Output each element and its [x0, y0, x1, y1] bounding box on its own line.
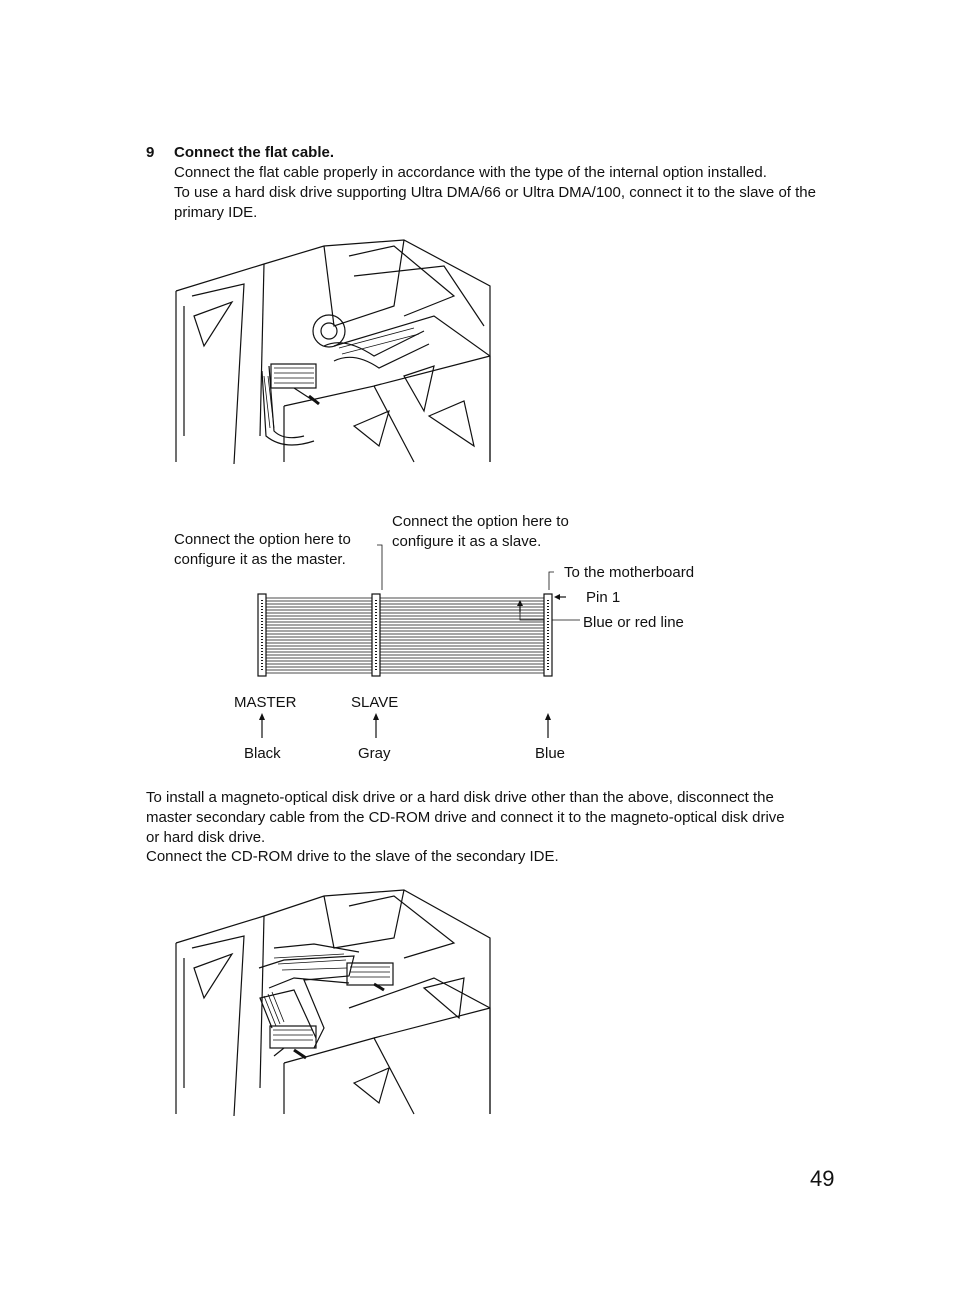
stripe-label: Blue or red line — [583, 614, 684, 631]
step-line-1: Connect the flat cable properly in accordance with the type of the internal option installed. — [174, 164, 767, 181]
master-label: MASTER — [234, 694, 297, 711]
body2-line-1: To install a magneto-optical disk drive or a hard disk drive other than the above, disconnect the — [146, 789, 774, 806]
body2-line-3: or hard disk drive. — [146, 829, 266, 846]
body2-line-2: master secondary cable from the CD-ROM drive and connect it to the magneto-optical disk drive — [146, 809, 785, 826]
color-blue-label: Blue — [535, 745, 566, 762]
slave-label: SLAVE — [351, 694, 399, 711]
illustration-secondary-ide — [174, 888, 494, 1120]
step-title: Connect the flat cable. — [174, 144, 335, 161]
slave-note-line-2: configure it as a slave. — [392, 533, 542, 550]
color-black-label: Black — [244, 745, 281, 762]
step-line-2: To use a hard disk drive supporting Ultra DMA/66 or Ultra DMA/100, connect it to the slave of the — [174, 184, 816, 201]
slave-connector — [372, 594, 380, 676]
pin1-label: Pin 1 — [586, 589, 621, 606]
flat-cable-diagram — [230, 540, 590, 750]
motherboard-label: To the motherboard — [564, 564, 695, 581]
cable-wires — [265, 598, 548, 673]
illustration-primary-ide — [174, 236, 494, 468]
page-number: 49 — [810, 1166, 835, 1191]
body2-line-4: Connect the CD-ROM drive to the slave of the secondary IDE. — [146, 848, 559, 865]
master-note-line-2: configure it as the master. — [174, 551, 346, 568]
slave-note-line-1: Connect the option here to — [392, 513, 569, 530]
color-gray-label: Gray — [358, 745, 391, 762]
master-connector — [258, 594, 266, 676]
step-number: 9 — [146, 144, 155, 161]
step-line-3: primary IDE. — [174, 204, 258, 221]
motherboard-connector — [544, 594, 552, 676]
connector-color-arrows — [259, 713, 551, 738]
master-note-line-1: Connect the option here to — [174, 531, 351, 548]
